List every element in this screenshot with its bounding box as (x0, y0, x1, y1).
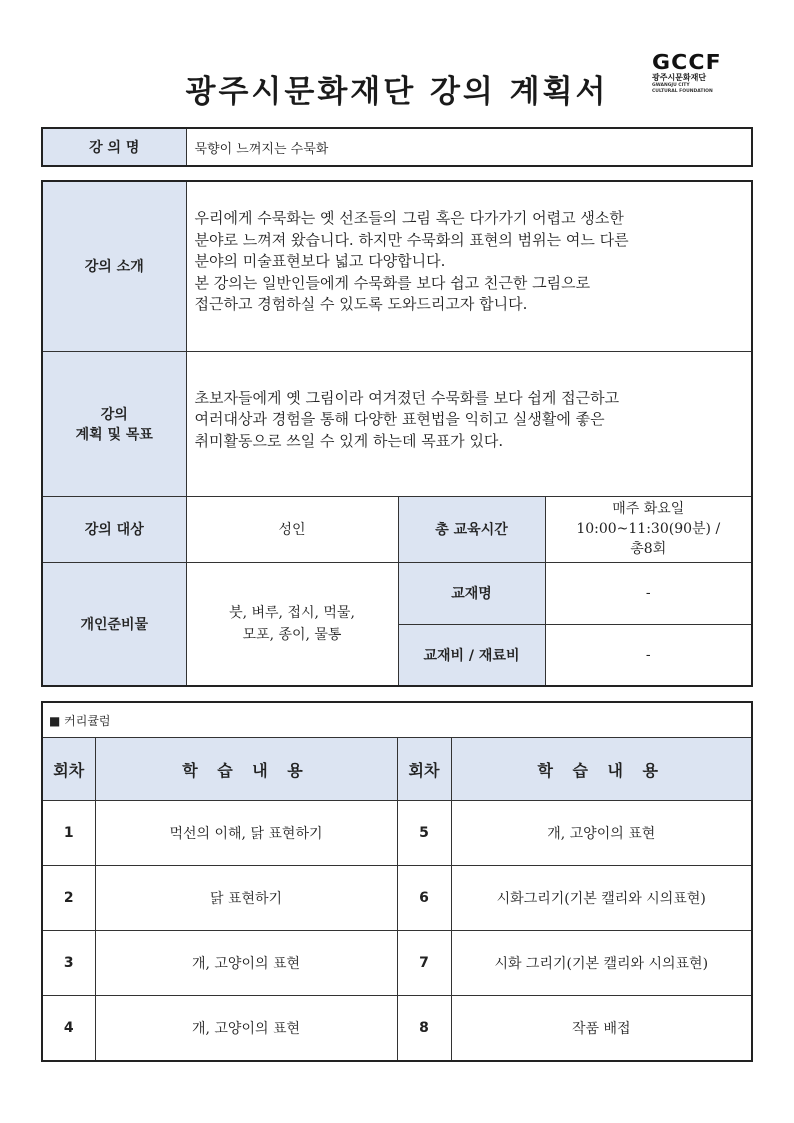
intro-line: 본 강의는 일반인들에게 수묵화를 보다 쉽고 친근한 그림으로 (194, 273, 591, 292)
supplies-line: 붓, 벼루, 접시, 먹물, (229, 604, 355, 621)
content-header: 학 습 내 용 (451, 738, 752, 801)
intro-line: 접근하고 경험하실 수 있도록 도와드리고자 합니다. (194, 295, 528, 313)
supplies-value (186, 562, 398, 686)
round-number: 7 (397, 931, 451, 996)
hours-label: 총 교육시간 (398, 496, 545, 562)
lecture-name-label: 강 의 명 (42, 128, 186, 166)
round-content: 개, 고양이의 표현 (95, 931, 397, 996)
round-number: 6 (397, 866, 451, 931)
textbook-value: - (545, 562, 752, 624)
intro-line: 우리에게 수묵화는 옛 선조들의 그림 혹은 다가가기 어렵고 생소한 (194, 209, 624, 227)
hours-line: 매주 화요일 (612, 501, 685, 517)
round-header: 회차 (42, 738, 95, 801)
table-row (42, 801, 752, 866)
logo-mark: GCCF (652, 50, 722, 74)
plan-label-line: 강의 (100, 406, 128, 423)
supplies-label: 개인준비물 (42, 562, 186, 686)
hours-line: 총8회 (630, 541, 667, 557)
lecture-info-table (41, 180, 753, 687)
hours-line: 10:00~11:30(90분) / (576, 521, 721, 537)
round-content: 개, 고양이의 표현 (95, 996, 397, 1062)
round-content: 개, 고양이의 표현 (451, 801, 752, 866)
logo-name-ko: 광주시문화재단 (652, 73, 707, 82)
intro-line: 분야의 미술표현보다 넓고 다양합니다. (194, 252, 446, 270)
target-value: 성인 (186, 496, 398, 562)
round-number: 5 (397, 801, 451, 866)
round-number: 1 (42, 801, 95, 866)
lecture-name-value: 묵향이 느껴지는 수묵화 (186, 128, 752, 166)
round-number: 8 (397, 996, 451, 1062)
curriculum-table (41, 701, 753, 1062)
round-content: 시화그리기(기본 캘리와 시의표현) (451, 866, 752, 931)
content-header: 학 습 내 용 (95, 738, 397, 801)
round-content: 닭 표현하기 (95, 866, 397, 931)
plan-line: 여러대상과 경험을 통해 다양한 표현법을 익히고 실생활에 좋은 (194, 410, 605, 428)
plan-label-line: 계획 및 목표 (75, 426, 153, 443)
round-number: 4 (42, 996, 95, 1062)
gccf-logo (652, 52, 742, 94)
intro-text (186, 181, 752, 351)
round-content: 작품 배접 (451, 996, 752, 1062)
table-row (42, 866, 752, 931)
fee-label: 교재비 / 재료비 (398, 624, 545, 686)
target-label: 강의 대상 (42, 496, 186, 562)
round-number: 2 (42, 866, 95, 931)
intro-line: 분야로 느껴져 왔습니다. 하지만 수묵화의 표현의 범위는 여느 다른 (194, 230, 629, 249)
page-title: 광주시문화재단 강의 계획서 (185, 74, 609, 110)
round-header: 회차 (397, 738, 451, 801)
plan-text (186, 351, 752, 496)
logo-name-en-2: CULTURAL FOUNDATION (652, 88, 713, 94)
table-row (42, 931, 752, 996)
fee-value: - (545, 624, 752, 686)
round-content: 시화 그리기(기본 캘리와 시의표현) (451, 931, 752, 996)
plan-line: 초보자들에게 옛 그림이라 여겨졌던 수묵화를 보다 쉽게 접근하고 (194, 388, 620, 407)
textbook-label: 교재명 (398, 562, 545, 624)
supplies-line: 모포, 종이, 물통 (242, 626, 342, 643)
table-row (42, 996, 752, 1062)
curriculum-title: ■ 커리큘럼 (42, 702, 752, 738)
logo-name-en-1: GWANGJU CITY (652, 83, 690, 88)
hours-value (545, 496, 752, 562)
intro-label: 강의 소개 (42, 181, 186, 351)
round-number: 3 (42, 931, 95, 996)
round-content: 먹선의 이해, 닭 표현하기 (95, 801, 397, 866)
plan-line: 취미활동으로 쓰일 수 있게 하는데 목표가 있다. (194, 431, 504, 450)
plan-label (42, 351, 186, 496)
lecture-name-table (41, 127, 753, 167)
